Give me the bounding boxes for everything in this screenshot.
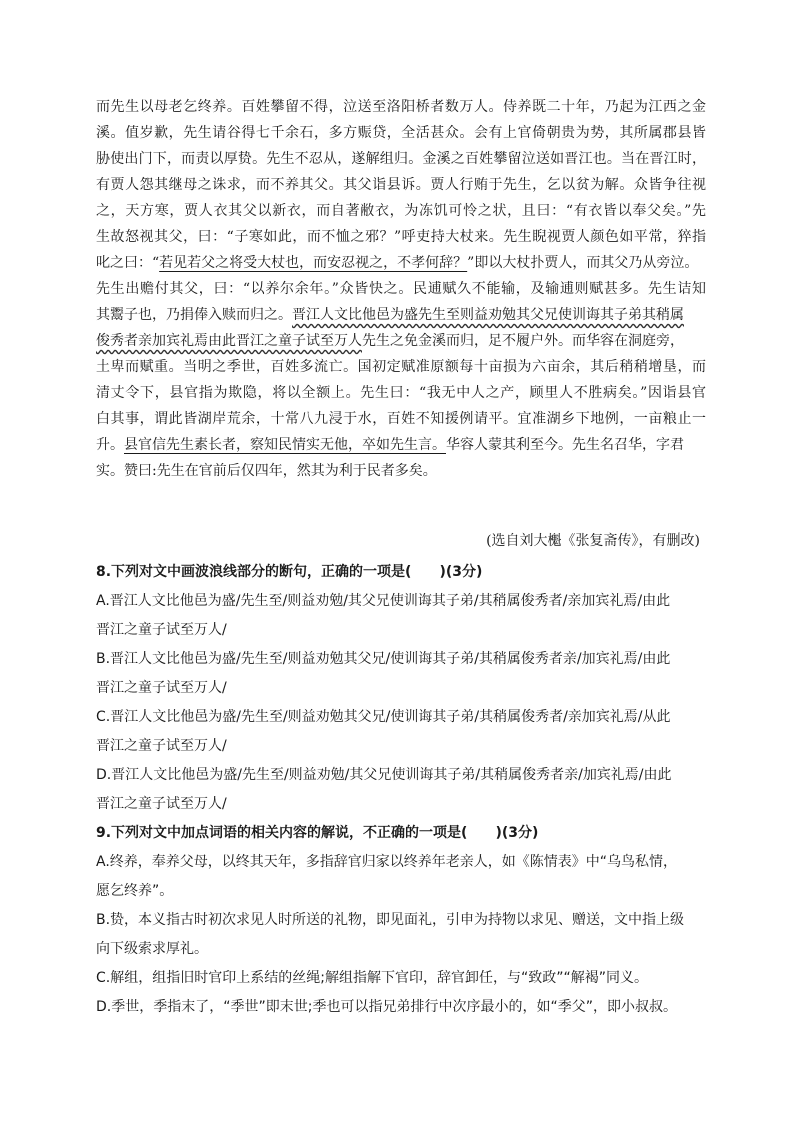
passage-line-12: 清丈令下，县官指为欺隐，将以全额上。先生曰：“我无中人之产，顾里人不胜病矣。”因诣县官 xyxy=(96,385,706,401)
passage-line-4: 有贾人怨其继母之诛求，而不养其父。其父诣县诉。贾人行贿于先生，乞以贫为解。众皆争往视 xyxy=(96,177,706,193)
passage-line-5: 之，天方寒，贾人衣其父以新衣，而自著敝衣，为冻饥可怜之状，且曰：“有衣皆以奉父矣。”先 xyxy=(96,203,706,219)
question-9-option-c[interactable]: C.解组，组指旧时官印上系结的丝绳;解组指解下官印，辞官卸任，与“致政”“解褐”同义。 xyxy=(96,970,648,986)
passage-line-14 xyxy=(96,432,706,458)
passage-line-3: 胁使出门下，而责以厚贽。先生不忍从，遂解组归。金溪之百姓攀留泣送如晋江也。当在晋江时， xyxy=(96,151,706,167)
passage-line-11: 土卑而赋重。当明之季世，百姓多流亡。国初定赋准原额每十亩损为六亩余，其后稍稍增垦，而 xyxy=(96,359,706,375)
question-8-option-a-cont: 晋江之童子试至万人/ xyxy=(96,622,227,638)
passage-line-6: 生故怒视其父，曰：“子寒如此，而不恤之邪？”呼吏持大杖来。先生睨视贾人颜色如平常，猝指 xyxy=(96,229,706,245)
source-citation: (选自刘大櫆《张复斋传》，有删改) xyxy=(486,533,700,549)
classical-passage xyxy=(96,94,706,484)
question-9-option-b[interactable]: B.贽，本义指古时初次求见人时所送的礼物，即见面礼，引申为持物以求见、赠送，文中指上级 xyxy=(96,912,685,928)
underlined-sentence-2: 县官信先生素长者，察知民情实无他，卒如先生言。 xyxy=(124,437,446,453)
passage-line-13: 白其事，谓此皆湖岸荒余，十常八九浸于水，百姓不知援例请平。宜准湖乡下地例，一亩粮止一 xyxy=(96,411,706,427)
passage-line-7 xyxy=(96,250,706,276)
line-10-suffix: 先生之免金溪而归，足不履户外。而华容在洞庭旁， xyxy=(362,333,684,349)
question-list xyxy=(96,558,710,1022)
passage-line-8: 先生出赡付其父，曰：“以养尔余年。”众皆快之。民逋赋久不能输，及输逋则赋甚多。先生诘知 xyxy=(96,281,706,297)
question-8-option-d-cont: 晋江之童子试至万人/ xyxy=(96,796,227,812)
line-14-prefix: 升。 xyxy=(96,437,124,453)
line-7-prefix: 叱之曰：“ xyxy=(96,255,160,271)
question-9-option-a[interactable]: A.终养，奉养父母，以终其天年，多指辞官归家以终养年老亲人，如《陈情表》中“乌鸟私情， xyxy=(96,854,678,870)
wavy-underlined-segment-2: 俊秀者亲加宾礼焉由此晋江之童子试至万人 xyxy=(96,333,362,349)
question-9-option-d[interactable]: D.季世，季指末了，“季世”即末世;季也可以指兄弟排行中次序最小的，如“季父”，即小叔叔。 xyxy=(96,999,677,1015)
question-8-option-b[interactable]: B.晋江人文比他邑为盛/先生至/则益劝勉其父兄/使训诲其子弟/其稍属俊秀者亲/加宾礼焉/由此 xyxy=(96,651,671,667)
line-9-prefix: 其鬻子也，乃捐俸入赎而归之。 xyxy=(96,307,292,323)
question-8-option-d[interactable]: D.晋江人文比他邑为盛/先生至/则益劝勉/其父兄使训诲其子弟/其稍属俊秀者亲/加宾礼焉/由此 xyxy=(96,767,672,783)
question-9-stem: 9.下列对文中加点词语的相关内容的解说，不正确的一项是( )(3分) xyxy=(96,825,539,841)
question-9-option-b-cont: 向下级索求厚礼。 xyxy=(96,941,208,957)
question-8-option-b-cont: 晋江之童子试至万人/ xyxy=(96,680,227,696)
passage-line-1: 而先生以母老乞终养。百姓攀留不得，泣送至洛阳桥者数万人。侍养既二十年，乃起为江西之金 xyxy=(96,99,706,115)
passage-line-2: 溪。值岁歉，先生请谷得七千余石，多方赈贷，全活甚众。会有上官倚朝贵为势，其所属郡县皆 xyxy=(96,125,706,141)
question-8-option-a[interactable]: A.晋江人文比他邑为盛/先生至/则益劝勉/其父兄使训诲其子弟/其稍属俊秀者/亲加宾礼焉/由此 xyxy=(96,593,671,609)
passage-line-10 xyxy=(96,328,706,354)
question-8-stem: 8.下列对文中画波浪线部分的断句，正确的一项是( )(3分) xyxy=(96,564,483,580)
line-14-suffix: 华容人蒙其利至今。先生名召华，字君 xyxy=(446,437,684,453)
underlined-sentence-1: 若见若父之将受大杖也，而安忍视之，不孝何辞？ xyxy=(159,255,468,271)
passage-line-9 xyxy=(96,302,706,328)
wavy-underlined-segment-1: 晋江人文比他邑为盛先生至则益劝勉其父兄使训诲其子弟其稍属 xyxy=(292,307,684,323)
passage-line-15: 实。赞曰:先生在官前后仅四年，然其为利于民者多矣。 xyxy=(96,463,437,479)
line-7-suffix: ”即以大杖扑贾人，而其父乃从旁泣。 xyxy=(467,255,699,271)
question-9-option-a-cont: 愿乞终养”。 xyxy=(96,883,174,899)
question-8-option-c[interactable]: C.晋江人文比他邑为盛/先生至/则益劝勉其父兄/使训诲其子弟/其稍属俊秀者/亲加宾礼焉/从此 xyxy=(96,709,671,725)
question-8-option-c-cont: 晋江之童子试至万人/ xyxy=(96,738,227,754)
